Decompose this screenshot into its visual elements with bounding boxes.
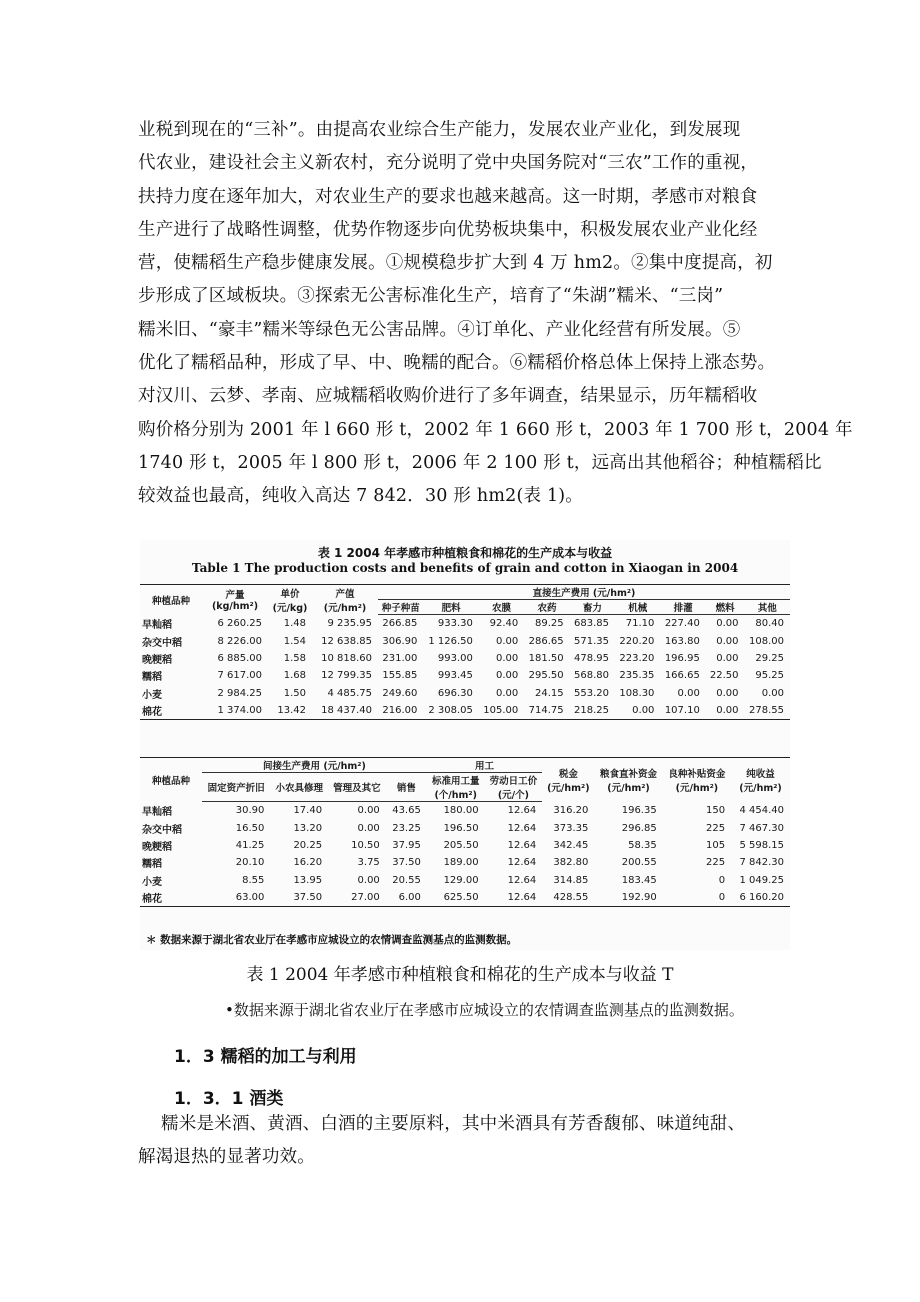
- col-net-income-header: 纯收益 (元/hm²): [731, 758, 790, 802]
- cost-table-part-2: [140, 757, 790, 907]
- table-cell: 37.50: [392, 857, 421, 869]
- table-cell: 0: [663, 889, 731, 907]
- sub-header: 燃料: [706, 600, 745, 615]
- table-cell: 0.00: [677, 687, 700, 699]
- table-cell: 12.64: [507, 805, 537, 817]
- source-note: •数据来源于湖北省农业厅在孝感市应城设立的农情调查监测基点的监测数据。: [225, 1001, 744, 1019]
- table-cell: 20.25: [293, 839, 323, 851]
- body-paragraph-2: [138, 1108, 788, 1175]
- sub-header: 固定资产折旧: [202, 773, 270, 802]
- table-cell: 3.75: [357, 857, 380, 869]
- sub-header: 种子种苗: [378, 600, 423, 615]
- table-cell: 71.10: [625, 618, 655, 630]
- table-scan-figure: [140, 540, 790, 950]
- table-cell: 13.42: [268, 702, 312, 720]
- table-cell: 218.25: [570, 702, 615, 720]
- table-cell: 0.00: [716, 652, 739, 664]
- table-cell: 993.00: [437, 652, 473, 664]
- table-cell: 129.00: [443, 874, 479, 886]
- table-cell: 12.64: [507, 839, 537, 851]
- table-cell: 6 885.00: [217, 652, 262, 664]
- paragraph-line: 优化了糯稻品种，形成了早、中、晚糯的配合。⑥糯稻价格总体上保持上涨态势。: [138, 353, 776, 374]
- sub-header: 农膜: [479, 600, 524, 615]
- table-cell: 342.45: [553, 839, 589, 851]
- table-cell: 1.58: [283, 652, 306, 664]
- table-cell: 10.50: [351, 839, 380, 851]
- subsection-heading: 1．3．1 酒类: [174, 1089, 284, 1109]
- table-cell: 63.00: [202, 889, 270, 907]
- row-variety-cell: 杂交中稻: [142, 824, 182, 836]
- table-cell: 231.00: [382, 652, 418, 664]
- table-cell: 196.50: [443, 822, 479, 834]
- sub-header: 畜力: [570, 600, 615, 615]
- sub-header: 其他: [745, 600, 791, 615]
- table-cell: 714.75: [524, 702, 569, 720]
- table-row: [140, 872, 790, 889]
- table-cell: 2 984.25: [217, 687, 262, 699]
- table-cell: 22.50: [709, 670, 739, 682]
- indirect-cost-group-header: 间接生产费用 (元/hm²): [202, 758, 427, 773]
- table-cell: 27.00: [328, 889, 386, 907]
- table-cell: 41.25: [235, 839, 265, 851]
- table-row: [140, 702, 790, 720]
- table-cell: 1 126.50: [428, 635, 473, 647]
- table-cell: 314.85: [553, 874, 589, 886]
- table-cell: 30.90: [235, 805, 265, 817]
- paragraph-line: 糯米旧、“豪丰”糯米等绿色无公害品牌。④订单化、产业化经营有所发展。⑤: [138, 319, 741, 340]
- table-cell: 266.85: [382, 618, 418, 630]
- table-cell: 278.55: [745, 702, 791, 720]
- table-cell: 89.25: [535, 618, 564, 630]
- table-cell: 296.85: [621, 822, 657, 834]
- row-variety-cell: 糯稻: [142, 672, 162, 684]
- table-cell: 1 049.25: [739, 874, 784, 886]
- table-cell: 8.55: [242, 874, 265, 886]
- table-cell: 16.20: [293, 857, 323, 869]
- table-cell: 12 638.85: [321, 635, 372, 647]
- table-cell: 0.00: [716, 618, 739, 630]
- table-cell: 2 308.05: [423, 702, 478, 720]
- table-cell: 5 598.15: [739, 839, 784, 851]
- table-cell: 12.64: [507, 857, 537, 869]
- table-cell: 0.00: [495, 635, 519, 647]
- table-row: [140, 802, 790, 820]
- table-cell: 1 374.00: [202, 702, 268, 720]
- table-cell: 181.50: [528, 652, 564, 664]
- sub-header: 肥料: [423, 600, 478, 615]
- sub-header: 管理及其它: [328, 773, 386, 802]
- table-cell: 225: [705, 822, 726, 834]
- table-cell: 180.00: [443, 805, 479, 817]
- table-cell: 12.64: [507, 874, 537, 886]
- paragraph-line: 扶持力度在逐年加大，对农业生产的要求也越来越高。这一时期，孝感市对粮食: [138, 186, 758, 207]
- col-variety-header: 种植品种: [140, 758, 202, 802]
- col-yield-header: 产量 (kg/hm²): [202, 585, 268, 615]
- table-cell: 286.65: [528, 635, 564, 647]
- table-cell: 196.35: [621, 804, 657, 816]
- table-cell: 6 160.20: [731, 889, 790, 907]
- table-cell: 95.25: [755, 670, 784, 682]
- table-cell: 196.95: [664, 652, 700, 664]
- table-cell: 20.10: [235, 857, 265, 869]
- section-heading: 1．3 糯稻的加工与利用: [174, 1047, 357, 1067]
- table-header-row: [140, 585, 790, 600]
- table-row: [140, 854, 790, 871]
- table-cell: 12.64: [507, 822, 537, 834]
- row-variety-cell: 棉花: [140, 889, 202, 907]
- cost-table-part-1: [140, 584, 790, 720]
- table-row: [140, 819, 790, 836]
- table-cell: 553.20: [574, 687, 610, 699]
- table-row: [140, 650, 790, 667]
- table-cell: 0.00: [761, 687, 784, 699]
- table-cell: 105: [705, 839, 726, 851]
- table-cell: 183.45: [621, 874, 657, 886]
- table-cell: 0.00: [495, 687, 519, 699]
- table-cell: 0.00: [706, 702, 745, 720]
- table-cell: 58.35: [628, 839, 657, 851]
- col-tax-header: 税金 (元/hm²): [542, 758, 594, 802]
- row-variety-cell: 早籼稻: [142, 619, 172, 631]
- table-caption: 表 1 2004 年孝感市种植粮食和棉花的生产成本与收益 T: [246, 965, 674, 985]
- sub-header: 农药: [524, 600, 569, 615]
- table-cell: 12 799.35: [321, 670, 372, 682]
- table-row: [140, 615, 790, 633]
- table-cell: 189.00: [443, 857, 479, 869]
- table-cell: 13.95: [293, 874, 323, 886]
- paragraph-line: 步形成了区域板块。③探索无公害标准化生产，培育了“朱湖”糯米、“三岗”: [138, 286, 724, 307]
- table-cell: 0.00: [357, 874, 380, 886]
- table-title-zh: 表 1 2004 年孝感市种植粮食和棉花的生产成本与收益: [317, 546, 613, 560]
- table-cell: 9 235.95: [327, 617, 372, 629]
- table-cell: 0: [718, 874, 726, 886]
- table-cell: 205.50: [443, 839, 479, 851]
- table-cell: 18 437.40: [312, 702, 378, 720]
- table-cell: 37.95: [392, 839, 421, 851]
- table-footnote: ＊ 数据来源于湖北省农业厅在孝感市应城设立的农情调查监测基点的监测数据。: [146, 934, 518, 946]
- table-cell: 625.50: [427, 889, 485, 907]
- table-cell: 20.55: [392, 874, 421, 886]
- table-header-row: [140, 758, 790, 773]
- paragraph-line: 购价格分别为 2001 年 l 660 形 t，2002 年 1 660 形 t，2003 年 1 700 形 t，2004 年: [138, 419, 853, 440]
- table-cell: 0.00: [357, 822, 380, 834]
- table-cell: 8 226.00: [217, 635, 262, 647]
- col-grain-subsidy-header: 粮食直补资金 (元/hm²): [594, 758, 662, 802]
- row-variety-cell: 杂交中稻: [142, 637, 182, 649]
- table-cell: 37.50: [270, 889, 328, 907]
- sub-header: 小农具修理: [270, 773, 328, 802]
- table-cell: 105.00: [479, 702, 524, 720]
- table-cell: 7 467.30: [739, 822, 784, 834]
- table-row: [140, 685, 790, 702]
- sub-header: 机械: [615, 600, 660, 615]
- table-cell: 478.95: [574, 652, 610, 664]
- labor-group-header: 用工: [427, 758, 542, 773]
- table-cell: 225: [705, 857, 726, 869]
- row-variety-cell: 棉花: [140, 702, 202, 720]
- paragraph-line: 糯米是米酒、黄酒、白酒的主要原料，其中米酒具有芳香馥郁、味道纯甜、: [138, 1114, 746, 1134]
- body-paragraph-1: [138, 114, 853, 514]
- table-cell: 17.40: [293, 805, 323, 817]
- row-variety-cell: 小麦: [142, 689, 162, 701]
- table-cell: 227.40: [664, 618, 700, 630]
- paragraph-line: 营，使糯稻生产稳步健康发展。①规模稳步扩大到 4 万 hm2。②集中度提高，初: [138, 253, 773, 274]
- table-cell: 993.45: [437, 670, 473, 682]
- table-cell: 92.40: [489, 618, 519, 630]
- table-cell: 4 485.75: [327, 687, 372, 699]
- table-cell: 155.85: [382, 670, 418, 682]
- table-cell: 0.00: [495, 670, 519, 682]
- table-cell: 107.10: [660, 702, 705, 720]
- table-row: [140, 889, 790, 907]
- table-cell: 7 617.00: [217, 670, 262, 682]
- table-cell: 0.00: [495, 652, 519, 664]
- sub-header: 标准用工量 (个/hm²): [427, 773, 485, 802]
- table-row: [140, 667, 790, 684]
- table-cell: 0.00: [716, 635, 739, 647]
- table-cell: 6.00: [386, 889, 427, 907]
- table-cell: 13.20: [293, 822, 323, 834]
- table-cell: 0.00: [615, 702, 660, 720]
- table-cell: 80.40: [755, 618, 784, 630]
- table-cell: 295.50: [528, 670, 564, 682]
- table-cell: 4 454.40: [739, 804, 784, 816]
- sub-header: 销售: [386, 773, 427, 802]
- row-variety-cell: 糯稻: [142, 859, 162, 871]
- paragraph-line: 1740 形 t，2005 年 l 800 形 t，2006 年 2 100 形 t，远高出其他稻谷；种植糯稻比: [138, 452, 822, 473]
- table-cell: 16.50: [235, 822, 265, 834]
- table-cell: 43.65: [392, 805, 421, 817]
- table-cell: 568.80: [574, 670, 610, 682]
- table-cell: 1.48: [283, 617, 306, 629]
- table-cell: 428.55: [542, 889, 594, 907]
- table-cell: 220.20: [619, 635, 655, 647]
- table-cell: 150: [705, 804, 726, 816]
- table-row: [140, 837, 790, 854]
- sub-header: 劳动日工价 (元/个): [485, 773, 543, 802]
- table-cell: 7 842.30: [739, 857, 784, 869]
- paragraph-line: 对汉川、云梦、孝南、应城糯稻收购价进行了多年调查，结果显示，历年糯稻收: [138, 386, 758, 407]
- table-cell: 249.60: [382, 687, 418, 699]
- table-cell: 373.35: [553, 822, 589, 834]
- table-cell: 192.90: [594, 889, 662, 907]
- table-title-en: Table 1 The production costs and benefits of grain and cotton in Xiaogan in 2004: [191, 561, 739, 575]
- table-cell: 316.20: [553, 804, 589, 816]
- table-cell: 6 260.25: [217, 617, 262, 629]
- table-row: [140, 632, 790, 649]
- table-cell: 696.30: [437, 687, 473, 699]
- table-cell: 108.30: [619, 687, 655, 699]
- table-cell: 571.35: [574, 635, 610, 647]
- table-cell: 10 818.60: [321, 652, 372, 664]
- row-variety-cell: 晚粳稻: [142, 841, 172, 853]
- table-cell: 1.68: [283, 670, 306, 682]
- table-cell: 1.50: [283, 687, 306, 699]
- table-cell: 12.64: [485, 889, 543, 907]
- table-cell: 382.80: [553, 857, 589, 869]
- table-cell: 1.54: [283, 635, 306, 647]
- table-cell: 216.00: [378, 702, 423, 720]
- paragraph-line: 业税到现在的“三补”。由提高农业综合生产能力，发展农业产业化，到发展现: [138, 120, 741, 140]
- sub-header: 排灌: [660, 600, 705, 615]
- table-cell: 223.20: [619, 652, 655, 664]
- col-price-header: 单价 (元/kg): [268, 585, 312, 615]
- col-variety-header: 种植品种: [140, 585, 202, 615]
- row-variety-cell: 早籼稻: [142, 806, 172, 818]
- row-variety-cell: 晚粳稻: [142, 654, 172, 666]
- paragraph-line: 解渴退热的显著功效。: [138, 1147, 315, 1168]
- table-cell: 306.90: [382, 635, 418, 647]
- table-cell: 166.65: [664, 670, 700, 682]
- table-cell: 0.00: [716, 687, 739, 699]
- table-cell: 933.30: [437, 618, 473, 630]
- table-cell: 683.85: [574, 618, 610, 630]
- table-cell: 29.25: [755, 652, 784, 664]
- paragraph-line: 较效益也最高，纯收入高达 7 842．30 形 hm2(表 1)。: [138, 486, 584, 507]
- paragraph-line: 生产进行了战略性调整，优势作物逐步向优势板块集中，积极发展农业产业化经: [138, 219, 758, 240]
- table-cell: 108.00: [749, 635, 784, 647]
- table-cell: 163.80: [664, 635, 700, 647]
- direct-cost-group-header: 直接生产费用 (元/hm²): [378, 585, 790, 600]
- table-cell: 24.15: [535, 687, 564, 699]
- paragraph-line: 代农业，建设社会主义新农村，充分说明了党中央国务院对“三农”工作的重视，: [138, 153, 759, 174]
- row-variety-cell: 小麦: [142, 876, 162, 888]
- col-value-header: 产值 (元/hm²): [312, 585, 378, 615]
- table-cell: 23.25: [392, 822, 421, 834]
- table-cell: 200.55: [621, 857, 657, 869]
- col-seed-subsidy-header: 良种补贴资金 (元/hm²): [663, 758, 731, 802]
- table-cell: 0.00: [357, 805, 380, 817]
- table-cell: 235.35: [619, 670, 655, 682]
